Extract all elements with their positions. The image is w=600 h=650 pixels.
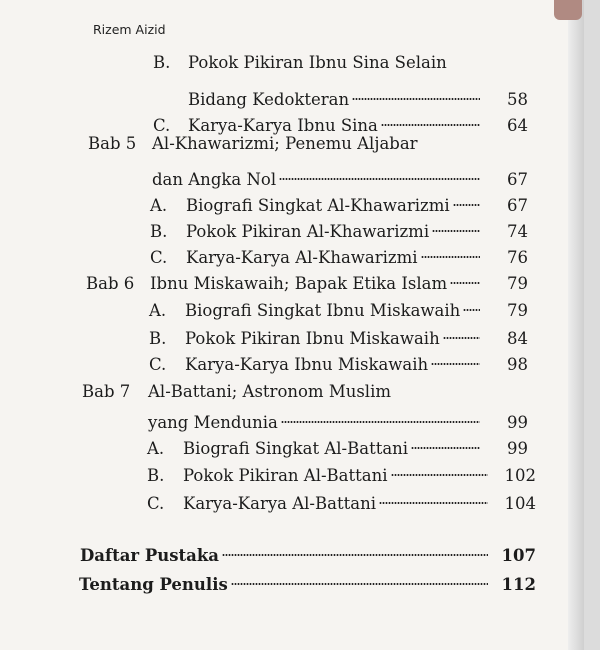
toc-entry-title: Bidang Kedokteran (188, 90, 350, 109)
toc-entry (0, 50, 528, 76)
toc-entry (0, 543, 536, 569)
toc-entry-title: dan Angka Nol (152, 170, 277, 189)
toc-entry-page-number: 64 (507, 116, 528, 135)
dot-leader (281, 419, 480, 425)
toc-entry-title: Al-Khawarizmi; Penemu Aljabar (152, 134, 418, 153)
toc-entry-page-number: 67 (507, 196, 528, 215)
toc-entry (0, 193, 528, 219)
toc-entry (0, 131, 528, 157)
dot-leader (279, 176, 480, 182)
toc-entry-title: Pokok Pikiran Ibnu Miskawaih (185, 329, 440, 348)
toc-entry-title: Pokok Pikiran Ibnu Sina Selain (188, 53, 447, 72)
toc-entry (0, 167, 528, 193)
toc-entry-title: Karya-Karya Ibnu Miskawaih (185, 355, 429, 374)
toc-entry-label: B. (150, 222, 168, 241)
toc-entry (0, 352, 528, 378)
dot-leader (381, 122, 480, 128)
toc-entry-label: A. (147, 439, 165, 458)
toc-entry-page-number: 79 (507, 301, 528, 320)
toc-entry-title: Pokok Pikiran Al-Khawarizmi (186, 222, 430, 241)
toc-entry-page-number: 76 (507, 248, 528, 267)
toc-entry (0, 463, 536, 489)
page-edge-shadow (568, 0, 584, 650)
toc-entry-title: Daftar Pustaka (80, 546, 219, 565)
toc-entry (0, 245, 528, 271)
toc-entry (0, 298, 528, 324)
toc-entry (0, 436, 528, 462)
toc-entry-page-number: 99 (507, 413, 528, 432)
toc-entry-label: C. (147, 494, 165, 513)
dot-leader (391, 472, 488, 478)
dot-leader (463, 307, 480, 313)
toc-entry (0, 219, 528, 245)
toc-entry-page-number: 74 (507, 222, 528, 241)
toc-entry-label: Bab 6 (86, 274, 135, 293)
toc-entry-label: C. (150, 248, 168, 267)
toc-entry-page-number: 67 (507, 170, 528, 189)
dot-leader (352, 96, 480, 102)
toc-entry-label: Bab 7 (82, 382, 131, 401)
running-head-author: Rizem Aizid (93, 22, 166, 37)
toc-entry-label: B. (149, 329, 167, 348)
toc-entry-title: Biografi Singkat Al-Khawarizmi (186, 196, 450, 215)
toc-entry-label: B. (153, 53, 171, 72)
toc-entry-title: Al-Battani; Astronom Muslim (148, 382, 392, 401)
dot-leader (450, 280, 480, 286)
toc-entry-label: C. (153, 116, 171, 135)
dot-leader (432, 228, 480, 234)
dot-leader (411, 445, 480, 451)
dot-leader (222, 552, 488, 558)
toc-entry-title: Karya-Karya Ibnu Sina (188, 116, 378, 135)
toc-entry-title: Ibnu Miskawaih; Bapak Etika Islam (150, 274, 448, 293)
dot-leader (421, 254, 480, 260)
toc-entry-title: Pokok Pikiran Al-Battani (183, 466, 388, 485)
toc-entry-page-number: 84 (507, 329, 528, 348)
dot-leader (431, 361, 480, 367)
dot-leader (443, 335, 480, 341)
toc-entry-page-number: 112 (501, 575, 536, 594)
toc-entry (0, 379, 528, 405)
toc-entry-page-number: 107 (501, 546, 536, 565)
toc-entry (0, 271, 528, 297)
toc-entry-title: Karya-Karya Al-Battani (183, 494, 376, 513)
toc-entry (0, 491, 536, 517)
toc-entry-label: Bab 5 (88, 134, 137, 153)
toc-entry-page-number: 102 (504, 466, 536, 485)
toc-entry (0, 410, 528, 436)
toc-entry-page-number: 58 (507, 90, 528, 109)
corner-tab-decoration (554, 0, 582, 20)
toc-entry (0, 326, 528, 352)
toc-entry (0, 87, 528, 113)
dot-leader (453, 202, 480, 208)
toc-entry-title: Biografi Singkat Al-Battani (183, 439, 409, 458)
toc-entry-page-number: 99 (507, 439, 528, 458)
toc-entry-page-number: 79 (507, 274, 528, 293)
toc-entry-label: A. (149, 301, 167, 320)
toc-entry (0, 572, 536, 598)
toc-entry-title: Karya-Karya Al-Khawarizmi (186, 248, 418, 267)
toc-entry-title: yang Mendunia (148, 413, 278, 432)
toc-entry-page-number: 104 (504, 494, 536, 513)
toc-entry-label: A. (150, 196, 168, 215)
toc-entry-title: Biografi Singkat Ibnu Miskawaih (185, 301, 461, 320)
toc-entry-page-number: 98 (507, 355, 528, 374)
toc-entry-title: Tentang Penulis (79, 575, 228, 594)
dot-leader (379, 500, 488, 506)
toc-entry-label: B. (147, 466, 165, 485)
toc-entry-label: C. (149, 355, 167, 374)
dot-leader (231, 581, 488, 587)
